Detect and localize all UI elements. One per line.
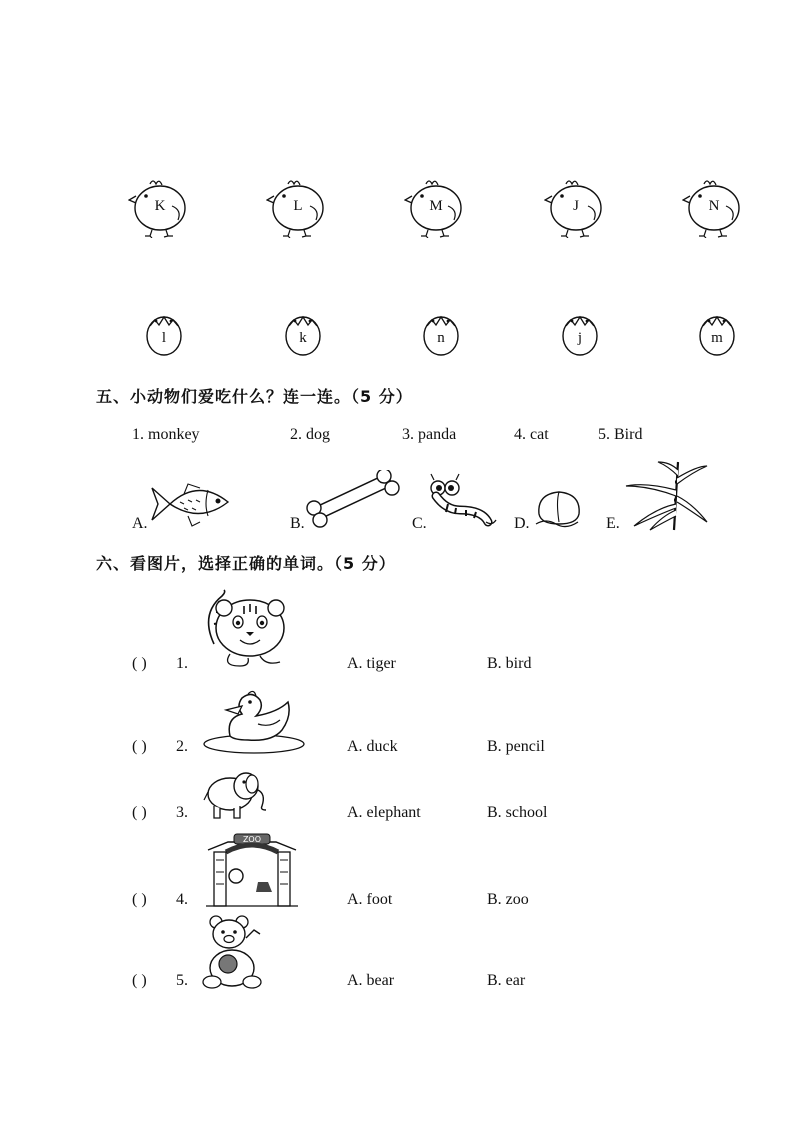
egg-icon[interactable]	[144, 310, 184, 356]
option-a-label: A.	[132, 515, 148, 532]
option-b[interactable]: B. pencil	[487, 738, 545, 755]
egg-icon[interactable]	[697, 310, 737, 356]
egg-letter: m	[711, 330, 723, 346]
option-d-label: D.	[514, 515, 530, 532]
animal-panda[interactable]: 3. panda	[402, 426, 457, 443]
egg-letter: l	[161, 330, 167, 346]
option-a[interactable]: A. tiger	[347, 655, 396, 672]
egg-letter: n	[437, 330, 445, 346]
section5-heading: 五、小动物们爱吃什么？连一连。（5 分）	[96, 387, 413, 406]
option-b[interactable]: B. school	[487, 804, 548, 821]
option-b[interactable]: B. ear	[487, 972, 526, 989]
question-3	[132, 804, 692, 828]
chick-letter: M	[429, 198, 443, 214]
egg-icon[interactable]	[283, 310, 323, 356]
question-number: 5.	[176, 972, 188, 989]
chick-letter: J	[573, 198, 579, 214]
fish-icon[interactable]	[148, 476, 238, 532]
option-c-label: C.	[412, 515, 427, 532]
chick-letter: L	[293, 198, 303, 214]
animal-bird[interactable]: 5. Bird	[598, 426, 643, 443]
peach-icon[interactable]	[530, 484, 588, 530]
egg-icon[interactable]	[421, 310, 461, 356]
question-number: 3.	[176, 804, 188, 821]
answer-blank[interactable]: ( )	[132, 738, 147, 755]
animal-dog[interactable]: 2. dog	[290, 426, 330, 443]
chick-letter: K	[154, 198, 166, 214]
egg-icon[interactable]	[560, 310, 600, 356]
answer-blank[interactable]: ( )	[132, 891, 147, 908]
egg-letter: k	[299, 330, 307, 346]
option-b[interactable]: B. zoo	[487, 891, 529, 908]
chick-letter: N	[708, 198, 720, 214]
chick-icon[interactable]	[404, 176, 468, 238]
question-2	[132, 738, 692, 762]
bone-icon[interactable]	[306, 470, 400, 530]
option-a[interactable]: A. bear	[347, 972, 395, 989]
question-number: 1.	[176, 655, 188, 672]
zoo-sign-text: ZOO	[242, 835, 262, 844]
chick-icon[interactable]	[682, 176, 746, 238]
chick-icon[interactable]	[266, 176, 330, 238]
chick-icon[interactable]	[544, 176, 608, 238]
option-e-label: E.	[606, 515, 620, 532]
answer-blank[interactable]: ( )	[132, 655, 147, 672]
section6-heading: 六、看图片，选择正确的单词。（5 分）	[96, 554, 396, 573]
animal-monkey[interactable]: 1. monkey	[132, 426, 200, 443]
bamboo-icon[interactable]	[620, 460, 712, 532]
question-5	[132, 972, 692, 996]
egg-letter: j	[577, 330, 583, 346]
chick-icon[interactable]	[128, 176, 192, 238]
answer-blank[interactable]: ( )	[132, 972, 147, 989]
option-b[interactable]: B. bird	[487, 655, 532, 672]
worm-icon[interactable]	[426, 472, 498, 532]
question-number: 4.	[176, 891, 188, 908]
question-1	[132, 655, 692, 679]
answer-blank[interactable]: ( )	[132, 804, 147, 821]
option-a[interactable]: A. elephant	[347, 804, 421, 821]
option-a[interactable]: A. duck	[347, 738, 398, 755]
option-b-label: B.	[290, 515, 305, 532]
question-number: 2.	[176, 738, 188, 755]
option-a[interactable]: A. foot	[347, 891, 393, 908]
animal-cat[interactable]: 4. cat	[514, 426, 549, 443]
